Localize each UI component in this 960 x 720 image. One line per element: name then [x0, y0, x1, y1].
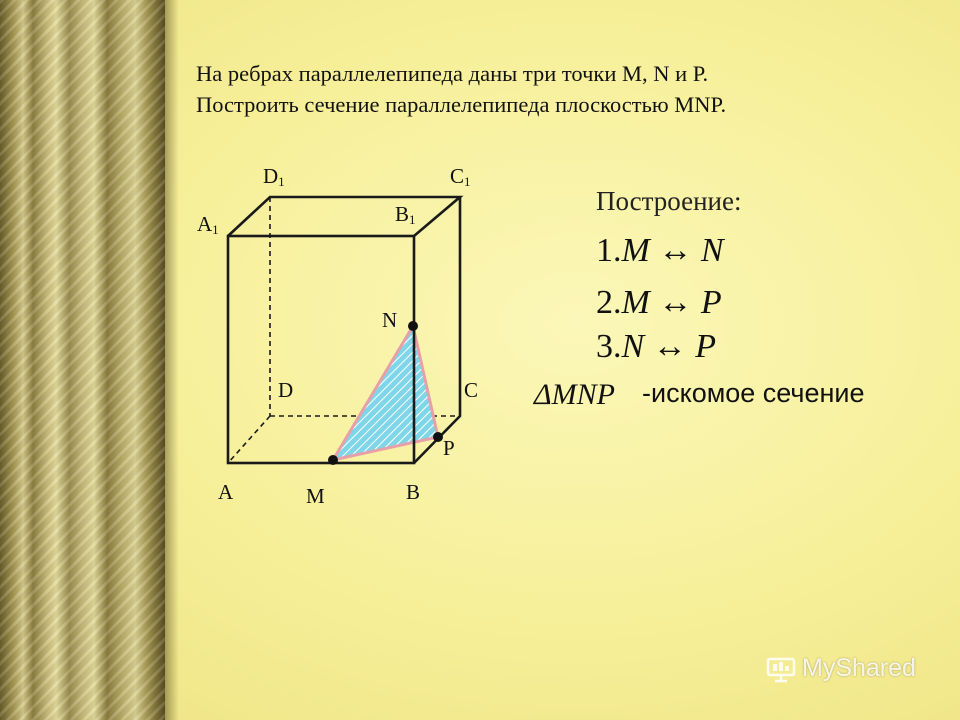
- label-d1: $D_1$: [263, 164, 285, 189]
- label-n: N: [382, 308, 398, 332]
- edge-AD: [228, 416, 270, 463]
- result-text: -искомое сечение: [642, 378, 865, 408]
- label-a: A: [218, 480, 234, 504]
- point-n-dot: [408, 321, 418, 331]
- construction-title: Построение:: [596, 186, 742, 216]
- point-p-dot: [433, 432, 443, 442]
- parallelepiped-figure: [190, 150, 510, 480]
- label-d: D: [278, 378, 294, 402]
- result-symbol: ΔMNP: [534, 378, 615, 411]
- label-c1: $C_1$: [450, 164, 471, 189]
- label-b: B: [406, 480, 421, 504]
- decorative-side-border: [0, 0, 165, 720]
- problem-line-1: На ребрах параллелепипеда даны три точки М, N и Р.: [196, 61, 709, 86]
- step-3: 3.N ↔ P: [596, 328, 716, 365]
- step-1: 1.M ↔ N: [596, 232, 724, 269]
- logo-text: MyShared: [802, 654, 916, 682]
- problem-line-2: Построить сечение параллелепипеда плоскостью MNP.: [196, 92, 727, 117]
- label-c: C: [464, 378, 479, 402]
- section-triangle-mnp: [333, 326, 438, 460]
- problem-statement: [196, 58, 916, 120]
- side-border-shadow: [165, 0, 179, 720]
- point-m-dot: [328, 455, 338, 465]
- label-b1: $B_1$: [395, 202, 416, 227]
- top-face-edges: [228, 197, 460, 236]
- label-a1: $A_1$: [197, 212, 219, 237]
- label-m: M: [306, 484, 325, 508]
- myshared-logo: [766, 654, 916, 683]
- step-2: 2.M ↔ P: [596, 284, 722, 321]
- projector-icon: [766, 655, 796, 683]
- label-p: P: [443, 436, 455, 460]
